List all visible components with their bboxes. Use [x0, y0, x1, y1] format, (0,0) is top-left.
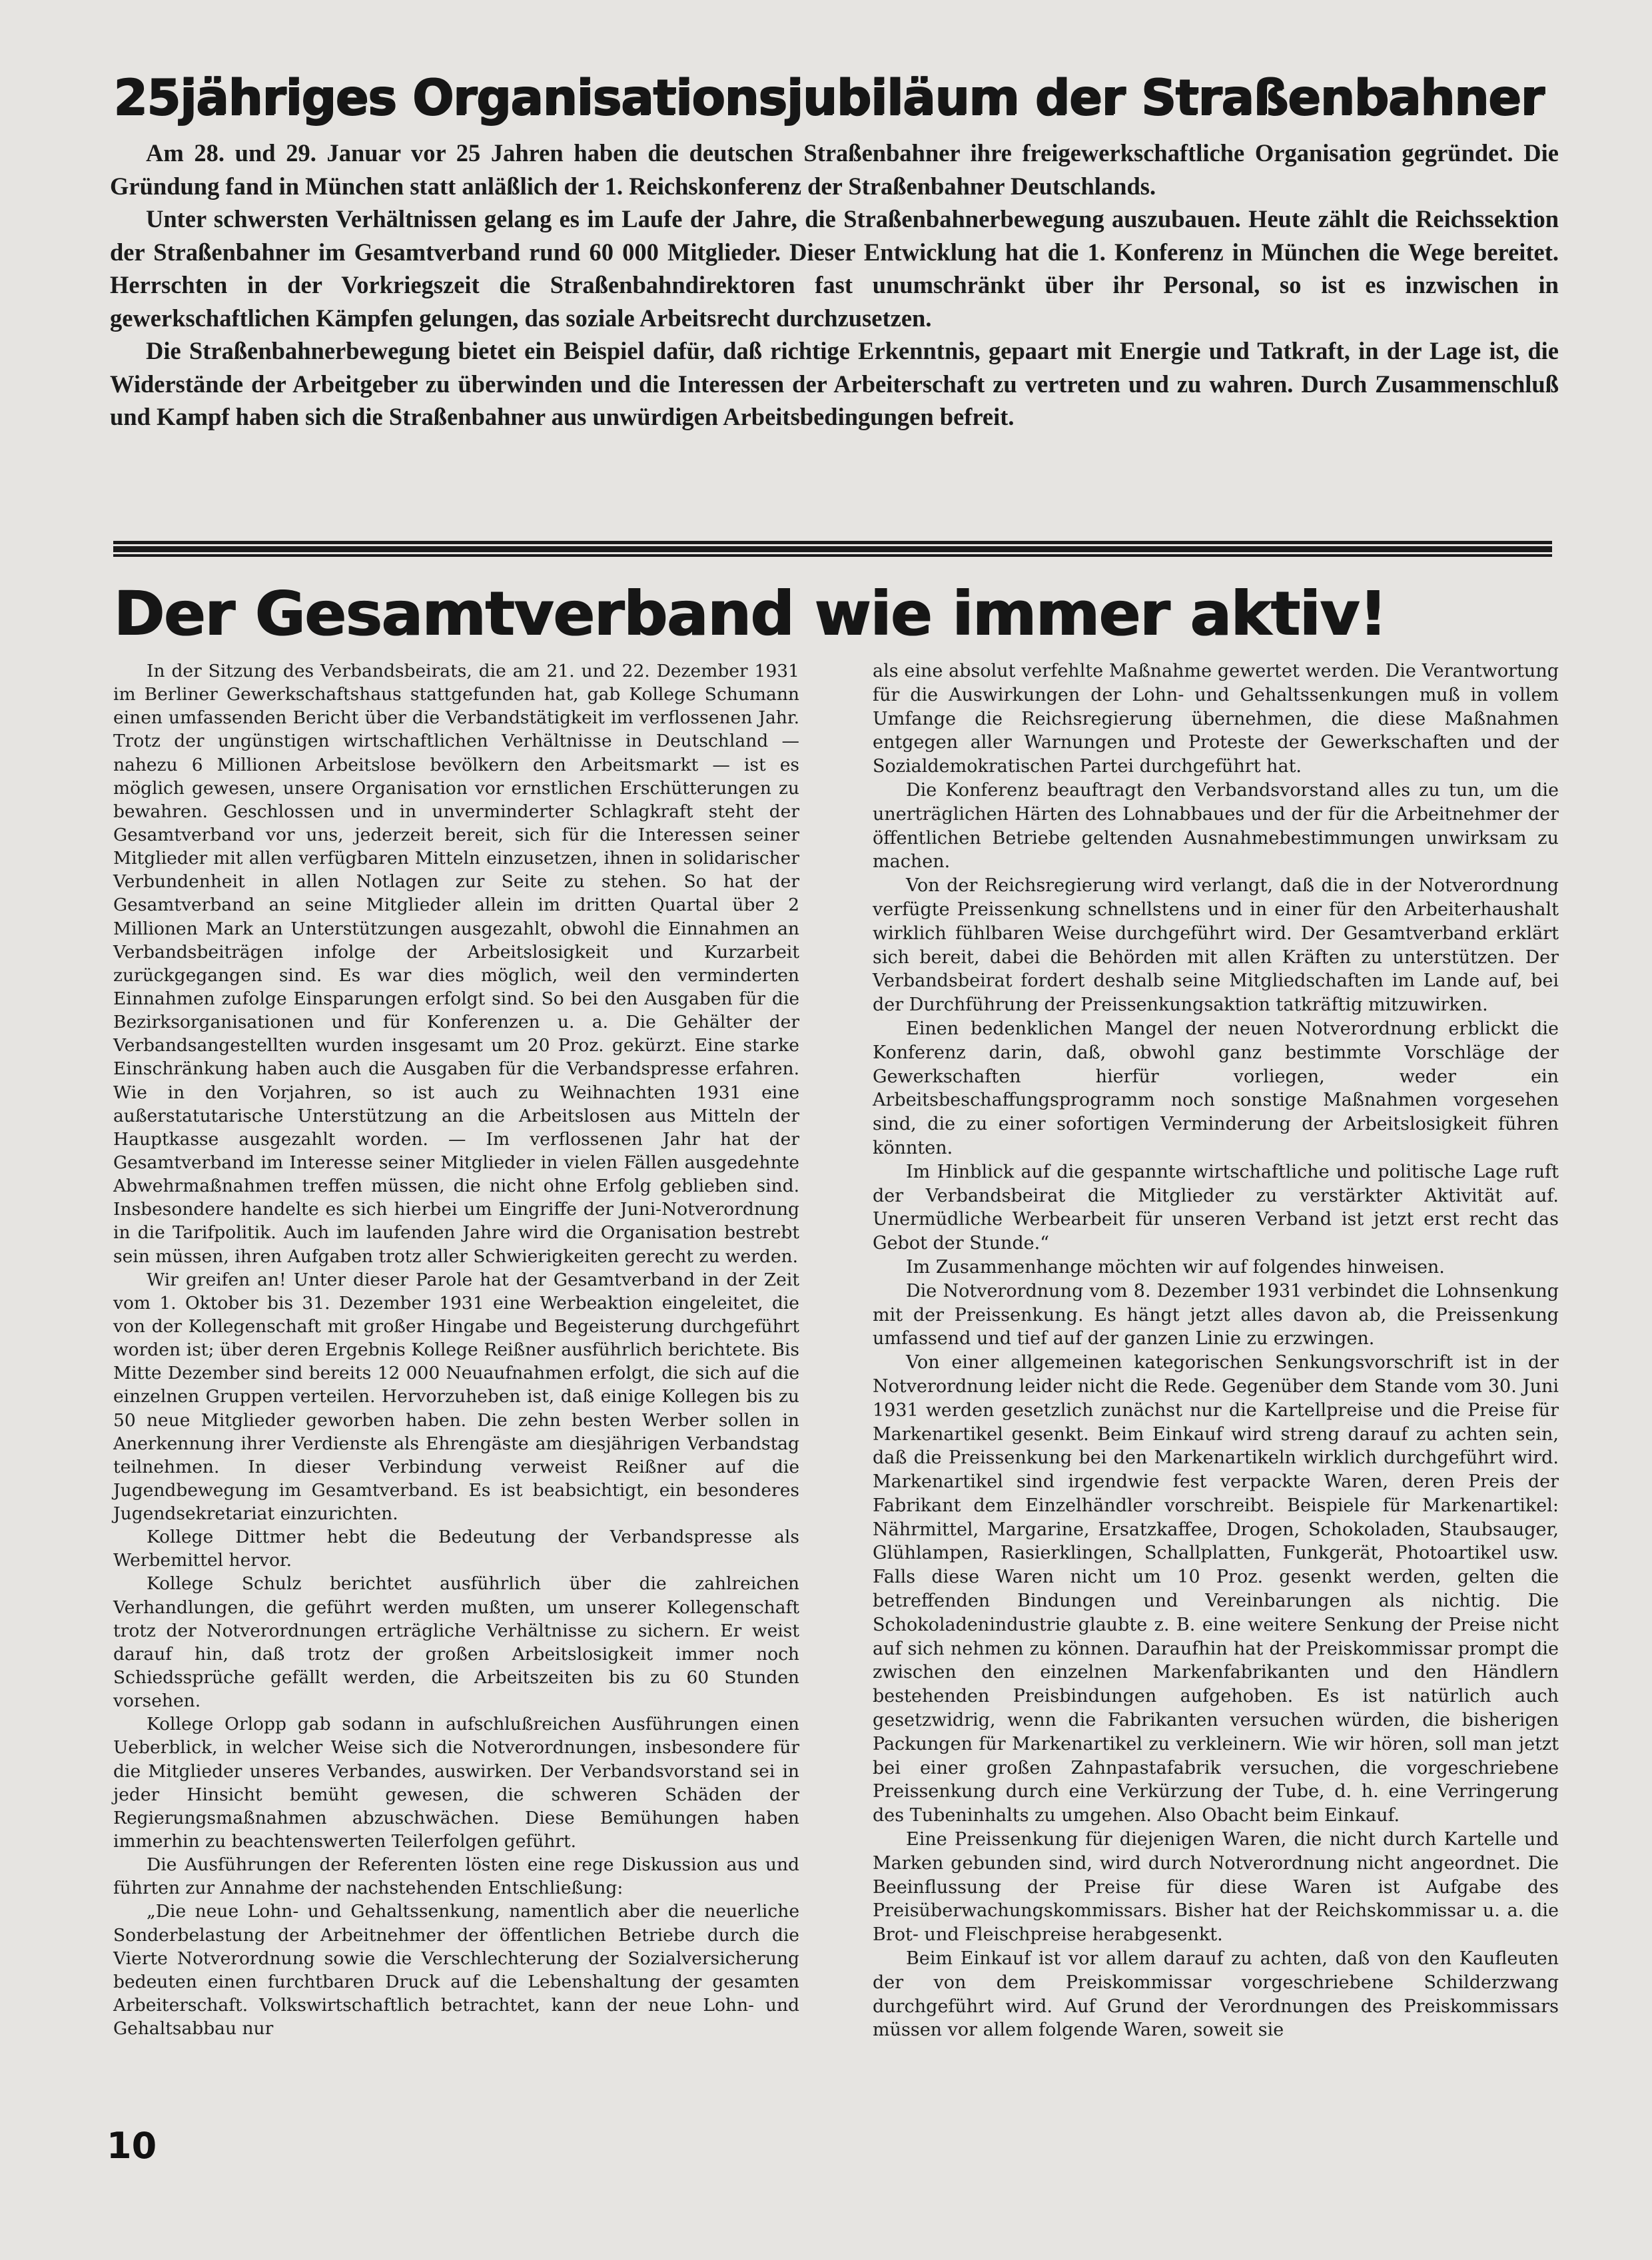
article2-paragraph: Kollege Orlopp gab sodann in aufschlußreichen Ausführungen einen Ueberblick, in welcher Weise sich die Notverordnungen, insbesondere für die Mitglieder unseres Verbandes, auswirken. Der Verbandsvorstand sei in jeder Hinsicht bemüht gewesen, die schweren Schäden der Regierungsmaßnahmen abzuschwächen. Diese Bemühungen haben immerhin zu beachtenswerten Teilerfolgen geführt.	[113, 1714, 799, 1852]
article2-paragraph: Die Notverordnung vom 8. Dezember 1931 verbindet die Lohnsenkung mit der Preissenkung. Es hängt jetzt alles davon ab, die Preissenkung umfassend und tief auf der ganzen Linie zu erzwingen.	[873, 1280, 1559, 1349]
article2-paragraph: Eine Preissenkung für diejenigen Waren, die nicht durch Kartelle und Marken gebunden sind, wird durch Notverordnung nicht angeordnet. Die Beeinflussung der Preise für diese Waren ist Aufgabe des Preisüberwachungskommissars. Bisher hat der Reichskommissar u. a. die Brot- und Fleischpreise herabgesenkt.	[873, 1829, 1559, 1946]
article2-paragraph: als eine absolut verfehlte Maßnahme gewertet werden. Die Verantwortung für die Auswirkungen der Lohn- und Gehaltssenkungen muß in vollem Umfange die Reichsregierung übernehmen, die diese Maßnahmen entgegen aller Warnungen und Proteste der Gewerkschaften und der Sozialdemokratischen Partei durchgeführt hat.	[873, 661, 1559, 777]
article2-right-column	[873, 659, 1559, 2042]
article2-paragraph: Einen bedenklichen Mangel der neuen Notverordnung erblickt die Konferenz darin, daß, obwohl ganz bestimmte Vorschläge der Gewerkschaften hierfür vorliegen, weder ein Arbeitsbeschaffungsprogramm noch sonstige Maßnahmen vorgesehen sind, die zu einer sofortigen Verminderung der Arbeitslosigkeit führen könnten.	[873, 1018, 1559, 1158]
page-number: 10	[107, 2125, 157, 2167]
article2-paragraph: Die Ausführungen der Referenten lösten eine rege Diskussion aus und führten zur Annahme der nachstehenden Entschließung:	[113, 1854, 799, 1899]
article2-paragraph: Kollege Schulz berichtet ausführlich über die zahlreichen Verhandlungen, die geführt werden mußten, um unserer Kollegenschaft trotz der Notverordnungen erträgliche Verhältnisse zu sichern. Er weist darauf hin, daß trotz der großen Arbeitslosigkeit immer noch Schiedssprüche gefällt werden, die Arbeitszeiten bis zu 60 Stunden vorsehen.	[113, 1573, 799, 1712]
article1-paragraph: Die Straßenbahnerbewegung bietet ein Beispiel dafür, daß richtige Erkenntnis, gepaart mit Energie und Tatkraft, in der Lage ist, die Widerstände der Arbeitgeber zu überwinden und die Interessen der Arbeiterschaft zu vertreten und zu wahren. Durch Zusammenschluß und Kampf haben sich die Straßenbahner aus unwürdigen Arbeitsbedingungen befreit.	[110, 337, 1559, 430]
resolution-quote: „Die neue Lohn- und Gehaltssenkung, namentlich aber die neuerliche Sonderbelastung der Arbeitnehmer der öffentlichen Betriebe durch die Vierte Notverordnung sowie die Verschlechterung der Sozialversicherung bedeuten einen furchtbaren Druck auf die Lebenshaltung der gesamten Arbeiterschaft. Volkswirtschaftlich betrachtet, kann der neue Lohn- und Gehaltsabbau nur	[113, 1901, 799, 2040]
article2-paragraph: In der Sitzung des Verbandsbeirats, die am 21. und 22. Dezember 1931 im Berliner Gewerkschaftshaus stattgefunden hat, gab Kollege Schumann einen umfassenden Bericht über die Verbandstätigkeit im verflossenen Jahr. Trotz der ungünstigen wirtschaftlichen Verhältnisse in Deutschland — nahezu 6 Millionen Arbeitslose bevölkern den Arbeitsmarkt — ist es möglich gewesen, unsere Organisation vor ernstlichen Erschütterungen zu bewahren. Geschlossen und in unverminderter Schlagkraft steht der Gesamtverband vor uns, jederzeit bereit, sich für die Interessen seiner Mitglieder mit allen verfügbaren Mitteln einzusetzen, ihnen in solidarischer Verbundenheit in allen Notlagen zur Seite zu stehen. So hat der Gesamtverband an seine Mitglieder allein im dritten Quartal über 2 Millionen Mark an Unterstützungen ausgezahlt, obwohl die Einnahmen an Verbandsbeiträgen infolge der Arbeitslosigkeit und Kurzarbeit zurückgegangen sind. Es war dies möglich, weil den verminderten Einnahmen zufolge Einsparungen erfolgt sind. So bei den Ausgaben für die Bezirksorganisationen und für Konferenzen u. a. Die Gehälter der Verbandsangestellten wurden insgesamt um 20 Proz. gekürzt. Eine starke Einschränkung haben auch die Ausgaben für die Verbandspresse erfahren. Wie in den Vorjahren, so ist auch zu Weihnachten 1931 eine außerstatutarische Unterstützung an die Arbeitslosen aus Mitteln der Hauptkasse ausgezahlt worden. — Im verflossenen Jahr hat der Gesamtverband im Interesse seiner Mitglieder in vielen Fällen ausgedehnte Abwehrmaßnahmen treffen müssen, die nicht ohne Erfolg geblieben sind. Insbesondere handelte es sich hierbei um Eingriffe der Juni-Notverordnung in die Tarifpolitik. Auch im laufenden Jahre wird die Organisation bestrebt sein müssen, ihren Aufgaben trotz aller Schwierigkeiten gerecht zu werden.	[113, 661, 799, 1267]
article1-paragraph: Unter schwersten Verhältnissen gelang es im Laufe der Jahre, die Straßenbahnerbewegung auszubauen. Heute zählt die Reichssektion der Straßenbahner im Gesamtverband rund 60 000 Mitglieder. Dieser Entwicklung hat die 1. Konferenz in München die Wege bereitet. Herrschten in der Vorkriegszeit die Straßenbahndirektoren fast unumschränkt über ihr Personal, so ist es inzwischen in gewerkschaftlichen Kämpfen gelungen, das soziale Arbeitsrecht durchzusetzen.	[110, 205, 1559, 332]
article2-paragraph: Von der Reichsregierung wird verlangt, daß die in der Notverordnung verfügte Preissenkung schnellstens und in einer für den Arbeiterhaushalt wirklich fühlbaren Weise durchgeführt wird. Der Gesamtverband erklärt sich bereit, dabei die Behörden mit allen Kräften zu unterstützen. Der Verbandsbeirat fordert deshalb seine Mitgliedschaften im Lande auf, bei der Durchführung der Preissenkungsaktion tatkräftig mitzuwirken.	[873, 875, 1559, 1016]
article2-paragraph: Beim Einkauf ist vor allem darauf zu achten, daß von den Kaufleuten der von dem Preiskommissar vorgeschriebene Schilderzwang durchgeführt wird. Auf Grund der Verordnungen des Preiskommissars müssen vor allem folgende Waren, soweit sie	[873, 1948, 1559, 2041]
section-divider	[113, 541, 1552, 558]
article1-body	[110, 137, 1559, 434]
article1-title: 25jähriges Organisationsjubiläum der Straßenbahner	[113, 69, 1544, 126]
article2-paragraph: Von einer allgemeinen kategorischen Senkungsvorschrift ist in der Notverordnung leider nicht die Rede. Gegenüber dem Stande vom 30. Juni 1931 werden gesetzlich zunächst nur die Kartellpreise und die Preise für Markenartikel gesenkt. Beim Einkauf wird streng darauf zu achten sein, daß die Preissenkung bei den Markenartikeln wirklich durchgeführt wird. Markenartikel sind irgendwie fest verpackte Waren, deren Preis der Fabrikant dem Einzelhändler vorschreibt. Beispiele für Markenartikel: Nährmittel, Margarine, Ersatzkaffee, Drogen, Schokoladen, Staubsauger, Glühlampen, Rasierklingen, Schallplatten, Funkgerät, Photoartikel usw. Falls diese Waren nicht um 10 Proz. gesenkt werden, gelten die betreffenden Bindungen und Vereinbarungen als nichtig. Die Schokoladenindustrie glaubte z. B. eine weitere Senkung der Preise nicht auf sich nehmen zu können. Daraufhin hat der Preiskommissar prompt die zwischen den einzelnen Markenfabrikanten und den Händlern bestehenden Preisbindungen aufgehoben. Es ist natürlich auch gesetzwidrig, wenn die Fabrikanten versuchen würden, die bisherigen Packungen für Markenartikel zu verkleinern. Wie wir hören, soll man jetzt bei einer großen Zahnpastafabrik versuchen, die vorgeschriebene Preissenkung durch eine Verkürzung der Tube, d. h. eine Verringerung des Tubeninhalts zu umgehen. Also Obacht beim Einkauf.	[873, 1352, 1559, 1826]
article2-paragraph: Die Konferenz beauftragt den Verbandsvorstand alles zu tun, um die unerträglichen Härten des Lohnabbaues und der für die Arbeitnehmer der öffentlichen Betriebe geltenden Ausnahmebestimmungen unwirksam zu machen.	[873, 779, 1559, 873]
article2-left-column	[113, 659, 799, 2040]
article2-paragraph: Im Hinblick auf die gespannte wirtschaftliche und politische Lage ruft der Verbandsbeirat die Mitglieder zu verstärkter Aktivität auf. Unermüdliche Werbearbeit für unseren Verband ist jetzt erst recht das Gebot der Stunde.“	[873, 1161, 1559, 1254]
article1-paragraph: Am 28. und 29. Januar vor 25 Jahren haben die deutschen Straßenbahner ihre freigewerkschaftliche Organisation gegründet. Die Gründung fand in München statt anläßlich der 1. Reichskonferenz der Straßenbahner Deutschlands.	[110, 139, 1559, 200]
article2-paragraph: Wir greifen an! Unter dieser Parole hat der Gesamtverband in der Zeit vom 1. Oktober bis 31. Dezember 1931 eine Werbeaktion eingeleitet, die von der Kollegenschaft mit großer Hingabe und Begeisterung durchgeführt worden ist; über deren Ergebnis Kollege Reißner ausführlich berichtete. Bis Mitte Dezember sind bereits 12 000 Neuaufnahmen erfolgt, die sich auf die einzelnen Gruppen verteilen. Hervorzuheben ist, daß einige Kollegen bis zu 50 neue Mitglieder geworben haben. Die zehn besten Werber sollen in Anerkennung ihrer Verdienste als Ehrengäste am diesjährigen Verbandstag teilnehmen. In dieser Verbindung verweist Reißner auf die Jugendbewegung im Gesamtverband. Es ist beabsichtigt, ein besonderes Jugendsekretariat einzurichten.	[113, 1269, 799, 1525]
article2-paragraph: Im Zusammenhange möchten wir auf folgendes hinweisen.	[906, 1256, 1445, 1278]
article2-paragraph: Kollege Dittmer hebt die Bedeutung der Verbandspresse als Werbemittel hervor.	[113, 1527, 799, 1571]
article2-title: Der Gesamtverband wie immer aktiv!	[113, 578, 1386, 649]
